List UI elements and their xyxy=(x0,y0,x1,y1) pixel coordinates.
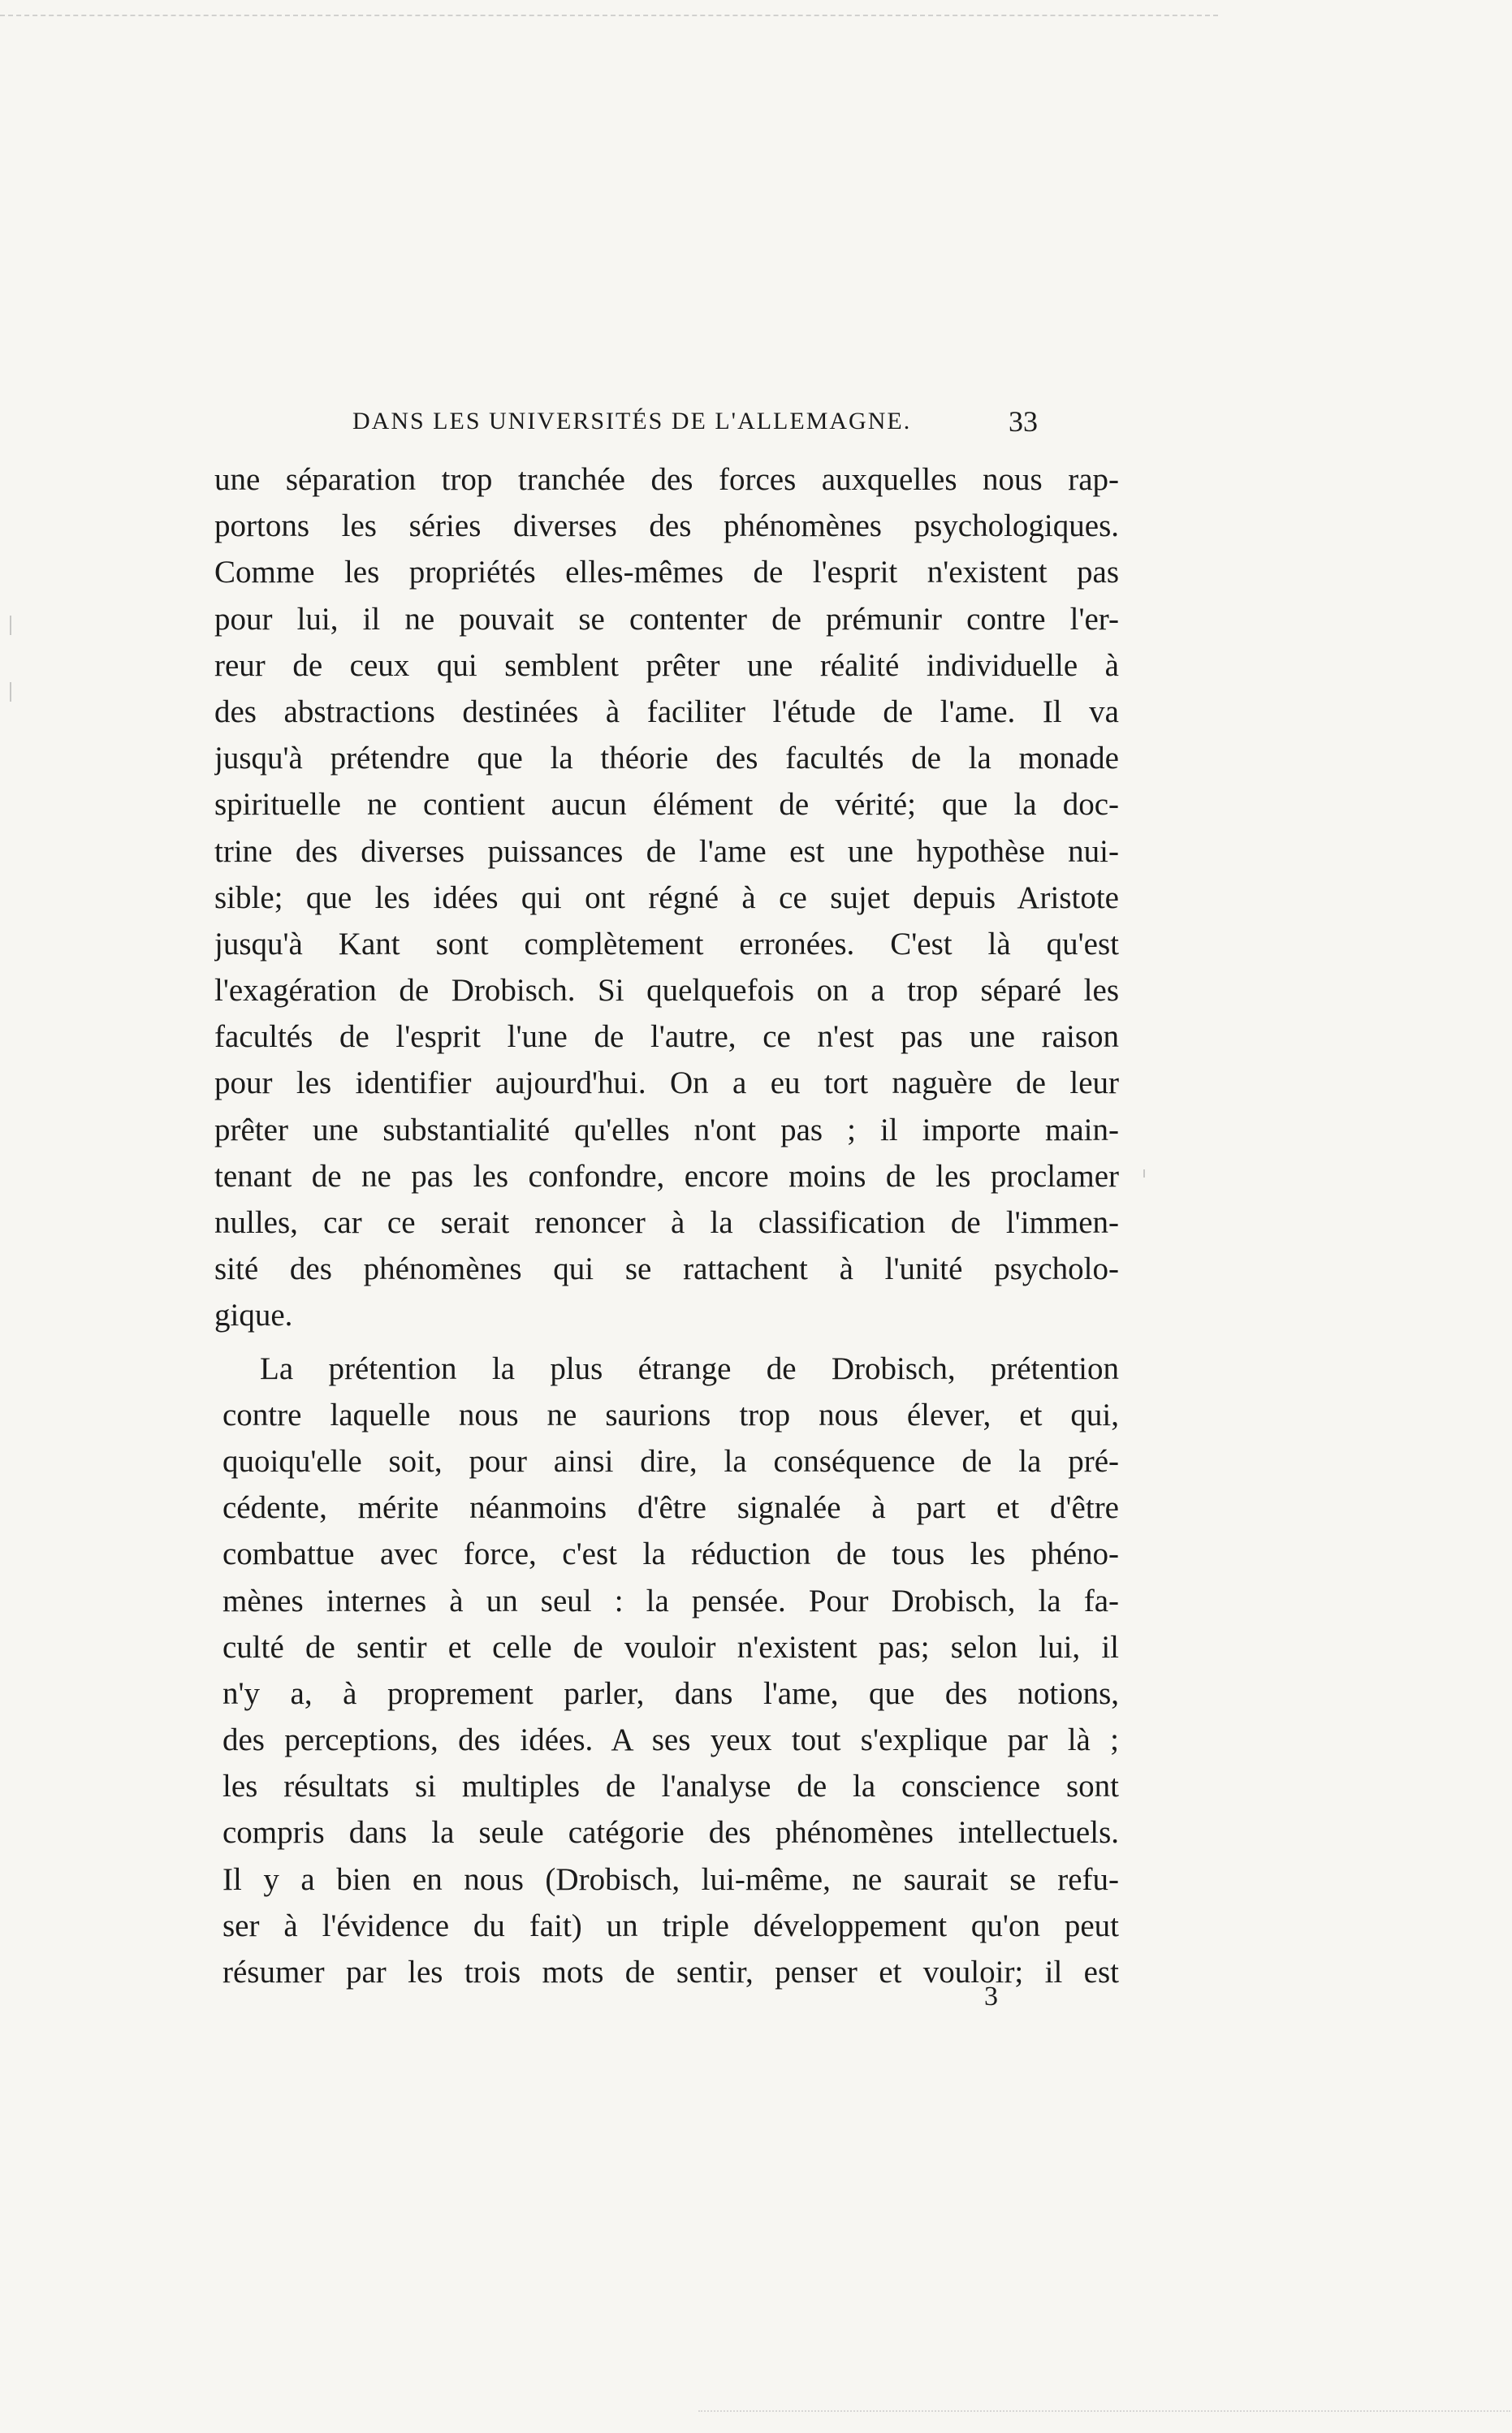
text-line: sible; que les idées qui ont régné à ce sujet depuis Aristote xyxy=(214,879,1119,915)
margin-mark xyxy=(10,616,11,635)
text-line: quoiqu'elle soit, pour ainsi dire, la conséquence de la pré- xyxy=(222,1443,1119,1479)
paragraph-2 xyxy=(214,1346,1119,1996)
text-line: une séparation trop tranchée des forces auxquelles nous rap- xyxy=(214,462,1119,497)
text-line: compris dans la seule catégorie des phénomènes intellectuels. xyxy=(222,1815,1119,1851)
scan-artifact-top xyxy=(0,15,1218,16)
paragraph-1 xyxy=(214,456,1119,1339)
body-text xyxy=(214,456,1119,1995)
text-line: ser à l'évidence du fait) un triple développement qu'on peut xyxy=(222,1908,1119,1943)
text-line: nulles, car ce serait renoncer à la classification de l'immen- xyxy=(214,1205,1119,1240)
text-line: spirituelle ne contient aucun élément de vérité; que la doc- xyxy=(214,787,1119,823)
text-line: des abstractions destinées à faciliter l'étude de l'ame. Il va xyxy=(214,694,1119,729)
text-line: mènes internes à un seul : la pensée. Pour Drobisch, la fa- xyxy=(222,1583,1119,1618)
margin-mark xyxy=(10,682,11,702)
text-line: contre laquelle nous ne saurions trop nous élever, et qui, xyxy=(222,1397,1119,1433)
text-line: les résultats si multiples de l'analyse de la conscience sont xyxy=(222,1769,1119,1804)
text-line: reur de ceux qui semblent prêter une réalité individuelle à xyxy=(214,647,1119,683)
text-line: des perceptions, des idées. A ses yeux tout s'explique par là ; xyxy=(222,1722,1119,1758)
scan-artifact-bottom xyxy=(698,2410,1510,2412)
text-line: jusqu'à Kant sont complètement erronées. C'est là qu'est xyxy=(214,926,1119,962)
text-line: combattue avec force, c'est la réduction de tous les phéno- xyxy=(222,1536,1119,1572)
text-line: portons les séries diverses des phénomènes psychologiques. xyxy=(214,508,1119,544)
text-line: La prétention la plus étrange de Drobisch, prétention xyxy=(260,1350,1119,1386)
text-line: Comme les propriétés elles-mêmes de l'esprit n'existent pas xyxy=(214,555,1119,590)
text-line: tenant de ne pas les confondre, encore moins de les proclamer xyxy=(214,1158,1119,1194)
text-line: gique. xyxy=(214,1298,293,1333)
text-line: trine des diverses puissances de l'ame est une hypothèse nui- xyxy=(214,833,1119,869)
text-line: Il y a bien en nous (Drobisch, lui-même, ne saurait se refu- xyxy=(222,1861,1119,1897)
text-line: résumer par les trois mots de sentir, penser et vouloir; il est xyxy=(222,1955,1119,1990)
text-line: prêter une substantialité qu'elles n'ont pas ; il importe main- xyxy=(214,1112,1119,1147)
page-number: 33 xyxy=(1009,405,1038,438)
text-line: jusqu'à prétendre que la théorie des facultés de la monade xyxy=(214,741,1119,776)
text-line: pour lui, il ne pouvait se contenter de prémunir contre l'er- xyxy=(214,601,1119,637)
margin-mark xyxy=(1143,1169,1145,1178)
text-line: sité des phénomènes qui se rattachent à l'unité psycholo- xyxy=(214,1251,1119,1287)
text-line: culté de sentir et celle de vouloir n'existent pas; selon lui, il xyxy=(222,1629,1119,1665)
text-line: l'exagération de Drobisch. Si quelquefois on a trop séparé les xyxy=(214,973,1119,1009)
text-line: n'y a, à proprement parler, dans l'ame, que des notions, xyxy=(222,1675,1119,1711)
signature-mark: 3 xyxy=(984,1981,998,2012)
text-line: pour les identifier aujourd'hui. On a eu tort naguère de leur xyxy=(214,1065,1119,1101)
text-line: facultés de l'esprit l'une de l'autre, ce n'est pas une raison xyxy=(214,1019,1119,1055)
running-title: DANS LES UNIVERSITÉS DE L'ALLEMAGNE. xyxy=(352,408,912,434)
running-head xyxy=(214,405,1108,447)
text-line: cédente, mérite néanmoins d'être signalée à part et d'être xyxy=(222,1490,1119,1526)
